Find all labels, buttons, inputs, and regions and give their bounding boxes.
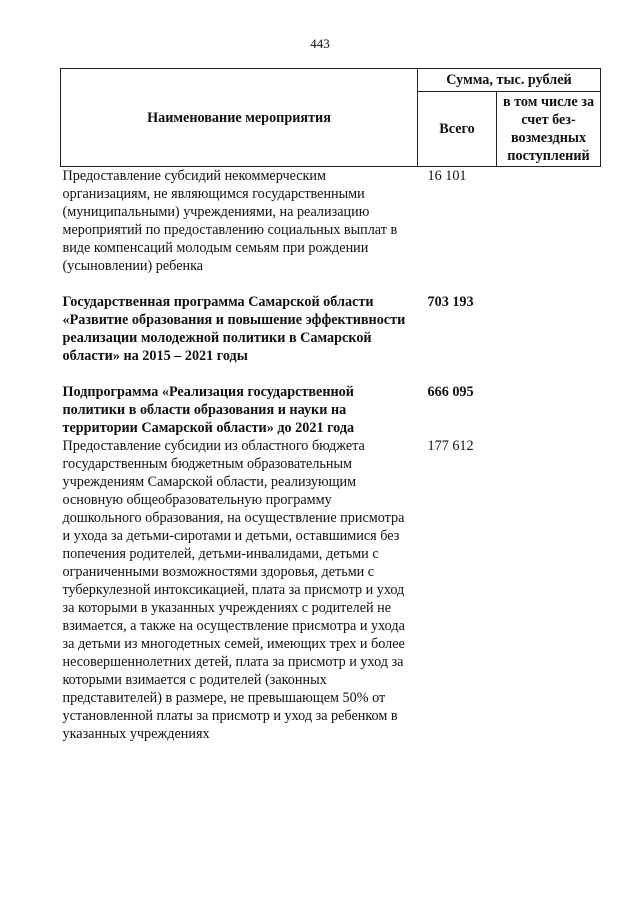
row-extra bbox=[497, 383, 601, 437]
page-number: 443 bbox=[310, 36, 330, 51]
header-name: Наименование мероприятия bbox=[61, 69, 418, 167]
row-name: Подпрограмма «Реализация государственной политики в области образования и науки на территории Самарской области» до 2021 года bbox=[62, 384, 355, 436]
row-total: 177 612 bbox=[427, 438, 474, 454]
row-extra bbox=[497, 437, 601, 743]
row-total: 703 193 bbox=[427, 294, 474, 310]
table-row bbox=[61, 437, 601, 743]
row-name: Предоставление субсидии из областного бюджета государственным бюджетным образовательным учреждениям Самарской области, реализующим основную общеобразовательную программу дошкольного образования, на осуществление присмотра и ухода за детьми-сиротами и детьми, оставшимися без попечения родителей, детьми-инвалидами, детьми с ограниченными возможностями здоровья, детьми с туберкулезной интоксикацией, плата за присмотр и уход за которыми в указанных учреждениях с родителей не взимается, а также на осуществление присмотра и ухода за детьми из многодетных семей, имеющих трех и более несовершеннолетних детей, плата за присмотр и уход за которыми взимается с родителей (законных представителей) в размере, не превышающем 50% от установленной платы за присмотр и уход за ребенком в указанных учреждениях bbox=[62, 438, 405, 742]
header-sum: Сумма, тыс. рублей bbox=[418, 69, 601, 92]
table-row bbox=[61, 383, 601, 437]
row-name: Предоставление субсидий некоммерческим организациям, не являющимся государственными (муниципальными) учреждениями, на реализацию мероприятий по предоставлению социальных выплат в виде компенсаций молодым семьям при рождении (усыновлении) ребенка bbox=[62, 168, 398, 274]
row-extra bbox=[497, 167, 601, 294]
table-body bbox=[61, 167, 601, 744]
table-row bbox=[61, 167, 601, 294]
row-name: Государственная программа Самарской области «Развитие образования и повышение эффективности реализации молодежной политики в Самарской области» на 2015 – 2021 годы bbox=[62, 294, 406, 364]
row-extra bbox=[497, 293, 601, 383]
header-total: Всего bbox=[418, 92, 497, 167]
table-row bbox=[61, 293, 601, 383]
budget-table bbox=[60, 68, 601, 743]
row-total: 666 095 bbox=[427, 384, 474, 400]
header-extra: в том числе за счет без-возмездных поступлений bbox=[497, 92, 601, 167]
row-total: 16 101 bbox=[427, 168, 467, 184]
table-header bbox=[61, 69, 601, 167]
